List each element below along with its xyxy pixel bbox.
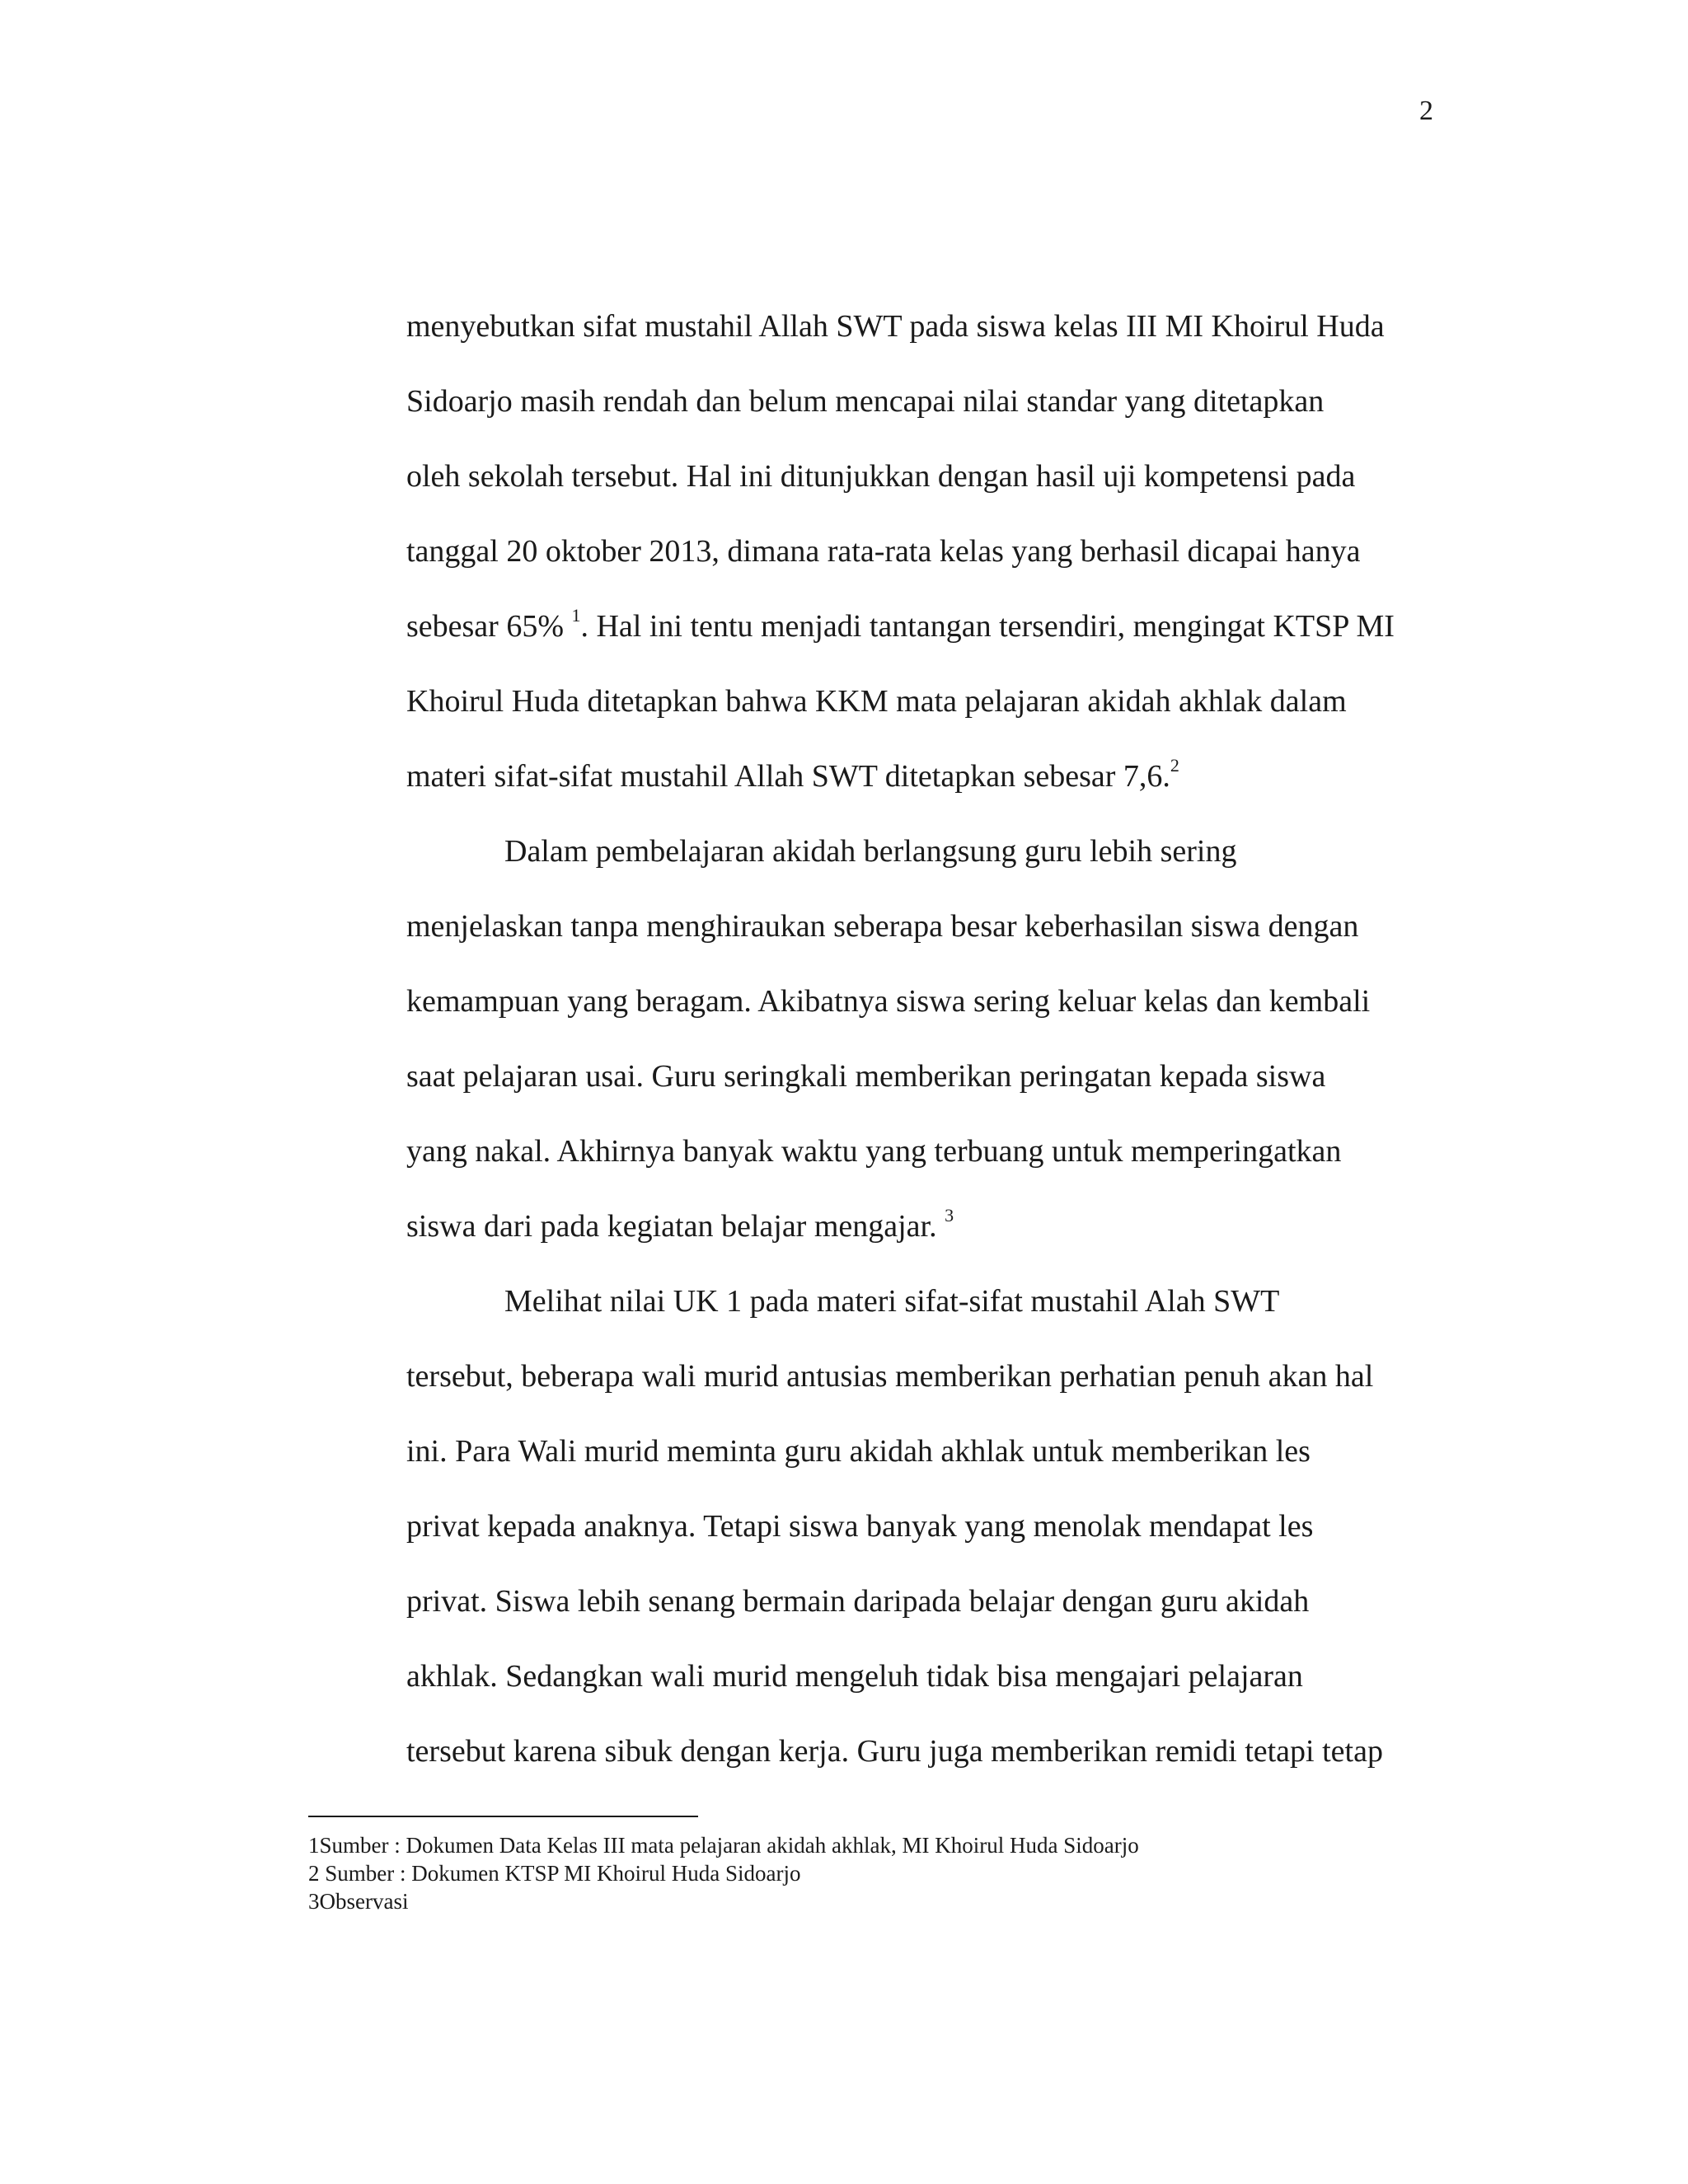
paragraph-line: Khoirul Huda ditetapkan bahwa KKM mata pelajaran akidah akhlak dalam [406,684,1347,719]
paragraph-line [406,753,1433,828]
paragraph-line: yang nakal. Akhirnya banyak waktu yang terbuang untuk memperingatkan [406,1134,1342,1169]
paragraph-line: saat pelajaran usai. Guru seringkali memberikan peringatan kepada siswa [406,1059,1326,1094]
footnotes [308,1831,1139,1915]
paragraph-line: tersebut karena sibuk dengan kerja. Guru juga memberikan remidi tetapi tetap [406,1734,1383,1769]
line-text: materi sifat-sifat mustahil Allah SWT ditetapkan sebesar 7,6. [406,759,1170,794]
paragraph-line: tanggal 20 oktober 2013, dimana rata-rata kelas yang berhasil dicapai hanya [406,534,1361,569]
line-text: . Hal ini tentu menjadi tantangan tersendiri, mengingat KTSP MI [580,609,1395,644]
paragraph-line [406,603,1433,678]
footnote-ref: 2 [1170,755,1179,776]
footnote-3: 3Observasi [308,1889,409,1914]
paragraph-line: privat kepada anaknya. Tetapi siswa banyak yang menolak mendapat les [406,1509,1314,1544]
body-text [406,303,1433,1803]
footnote-1: 1Sumber : Dokumen Data Kelas III mata pelajaran akidah akhlak, MI Khoirul Huda Sidoarjo [308,1833,1139,1858]
paragraph-line: menjelaskan tanpa menghiraukan seberapa besar keberhasilan siswa dengan [406,909,1359,944]
paragraph-line: oleh sekolah tersebut. Hal ini ditunjukkan dengan hasil uji kompetensi pada [406,459,1356,494]
paragraph-line: kemampuan yang beragam. Akibatnya siswa sering keluar kelas dan kembali [406,984,1371,1019]
paragraph-line: Dalam pembelajaran akidah berlangsung guru lebih sering [504,834,1237,869]
paragraph-line: ini. Para Wali murid meminta guru akidah akhlak untuk memberikan les [406,1434,1311,1469]
footnote-2: 2 Sumber : Dokumen KTSP MI Khoirul Huda Sidoarjo [308,1861,801,1886]
line-text: siswa dari pada kegiatan belajar mengajar. [406,1209,945,1244]
footnote-ref: 3 [945,1205,954,1226]
footnote-ref: 1 [571,605,581,626]
paragraph-line: tersebut, beberapa wali murid antusias memberikan perhatian penuh akan hal [406,1359,1374,1394]
paragraph-line: Melihat nilai UK 1 pada materi sifat-sifat mustahil Alah SWT [504,1284,1280,1319]
page-number: 2 [1419,96,1433,126]
paragraph-line [406,1203,1433,1278]
paragraph-line: akhlak. Sedangkan wali murid mengeluh tidak bisa mengajari pelajaran [406,1659,1303,1694]
footnote-separator [308,1816,698,1817]
paragraph-line: menyebutkan sifat mustahil Allah SWT pada siswa kelas III MI Khoirul Huda [406,309,1385,344]
line-text: sebesar 65% [406,609,572,644]
paragraph-line: privat. Siswa lebih senang bermain daripada belajar dengan guru akidah [406,1584,1310,1619]
paragraph-line: Sidoarjo masih rendah dan belum mencapai nilai standar yang ditetapkan [406,384,1325,419]
